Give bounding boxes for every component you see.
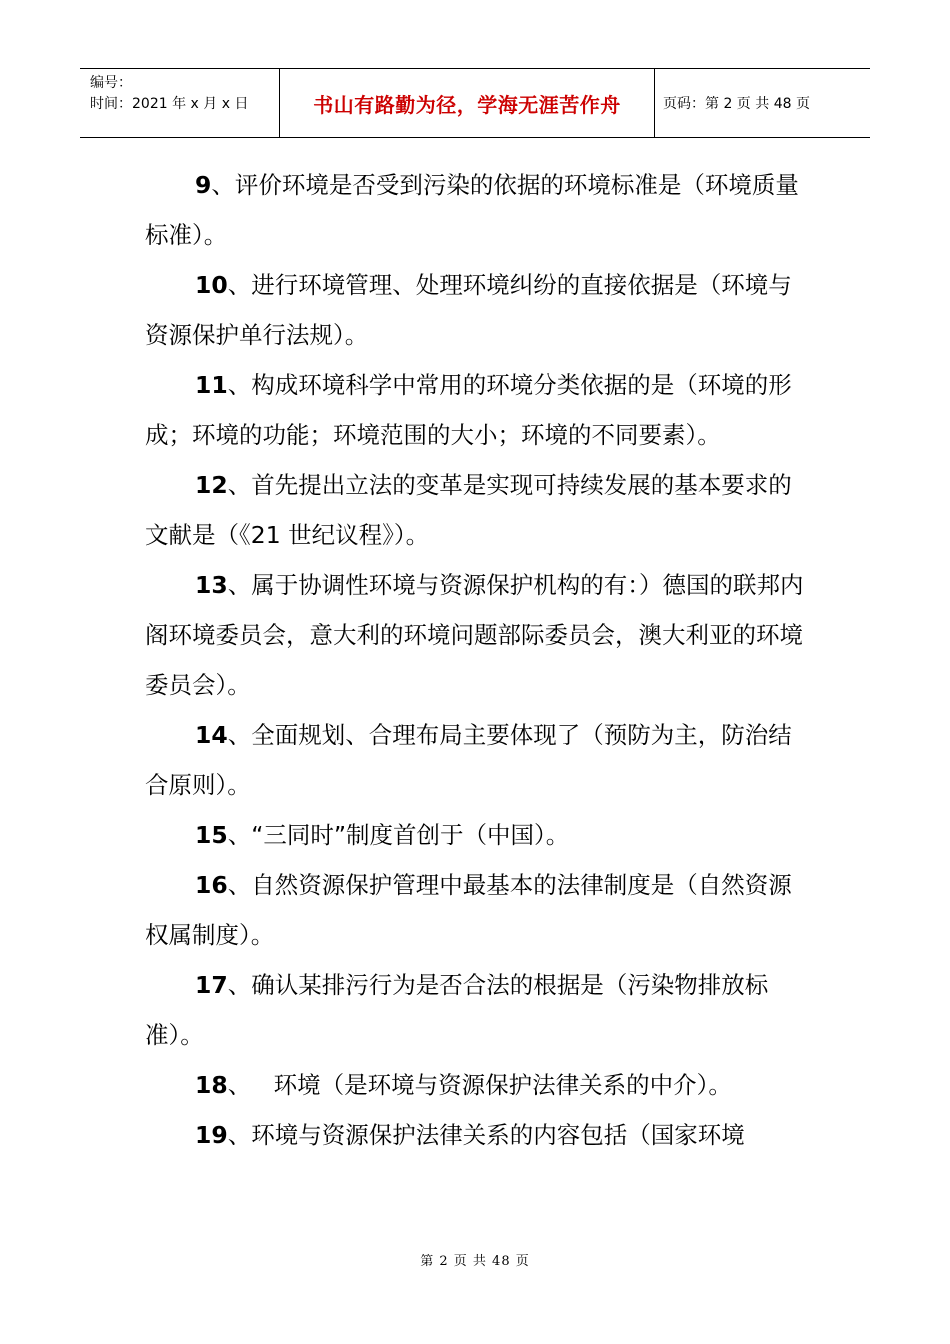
item-number: 16 bbox=[195, 871, 228, 899]
document-body bbox=[145, 160, 810, 1160]
item-number: 14 bbox=[195, 721, 228, 749]
header-page-info: 页码：第 2 页 共 48 页 bbox=[663, 96, 810, 112]
item-number: 19 bbox=[195, 1121, 228, 1149]
item-text: 、首先提出立法的变革是实现可持续发展的基本要求的文献是（《21 世纪议程》）。 bbox=[145, 471, 792, 549]
list-item bbox=[145, 560, 810, 710]
item-text: 、进行环境管理、处理环境纠纷的直接依据是（环境与资源保护单行法规）。 bbox=[145, 271, 792, 349]
list-item bbox=[145, 1110, 810, 1160]
item-text: 、属于协调性环境与资源保护机构的有：）德国的联邦内阁环境委员会，意大利的环境问题部际委员会，澳大利亚的环境委员会）。 bbox=[145, 571, 804, 699]
number-label: 编号： bbox=[90, 75, 132, 91]
item-text: 、 环境（是环境与资源保护法律关系的中介）。 bbox=[227, 1071, 732, 1099]
page-footer: 第 2 页 共 48 页 bbox=[420, 1254, 530, 1269]
list-item bbox=[145, 810, 810, 860]
item-text: 、确认某排污行为是否合法的根据是（污染物排放标准）。 bbox=[145, 971, 769, 1049]
list-item bbox=[145, 960, 810, 1060]
item-number: 15 bbox=[195, 821, 228, 849]
list-item bbox=[145, 260, 810, 360]
header-motto: 书山有路勤为径，学海无涯苦作舟 bbox=[280, 69, 655, 137]
item-text: 、评价环境是否受到污染的依据的环境标准是（环境质量标准）。 bbox=[145, 171, 799, 249]
item-text: 、环境与资源保护法律关系的内容包括（国家环境 bbox=[227, 1121, 745, 1149]
item-number: 9 bbox=[195, 171, 212, 199]
time-label: 时间：2021 年 x 月 x 日 bbox=[90, 96, 249, 112]
item-number: 17 bbox=[195, 971, 228, 999]
item-number: 13 bbox=[195, 571, 228, 599]
list-item bbox=[145, 710, 810, 810]
item-number: 18 bbox=[195, 1071, 228, 1099]
item-text: 、全面规划、合理布局主要体现了（预防为主，防治结合原则）。 bbox=[145, 721, 792, 799]
list-item bbox=[145, 1060, 810, 1110]
item-number: 11 bbox=[195, 371, 228, 399]
list-item bbox=[145, 360, 810, 460]
item-number: 10 bbox=[195, 271, 228, 299]
item-text: 、构成环境科学中常用的环境分类依据的是（环境的形成；环境的功能；环境范围的大小；环境的不同要素）。 bbox=[145, 371, 792, 449]
list-item bbox=[145, 460, 810, 560]
item-number: 12 bbox=[195, 471, 228, 499]
item-text: 、“三同时”制度首创于（中国）。 bbox=[227, 821, 570, 849]
header-meta-cell bbox=[80, 69, 280, 137]
item-text: 、自然资源保护管理中最基本的法律制度是（自然资源权属制度）。 bbox=[145, 871, 792, 949]
page-header bbox=[80, 68, 870, 138]
list-item bbox=[145, 860, 810, 960]
list-item bbox=[145, 160, 810, 260]
